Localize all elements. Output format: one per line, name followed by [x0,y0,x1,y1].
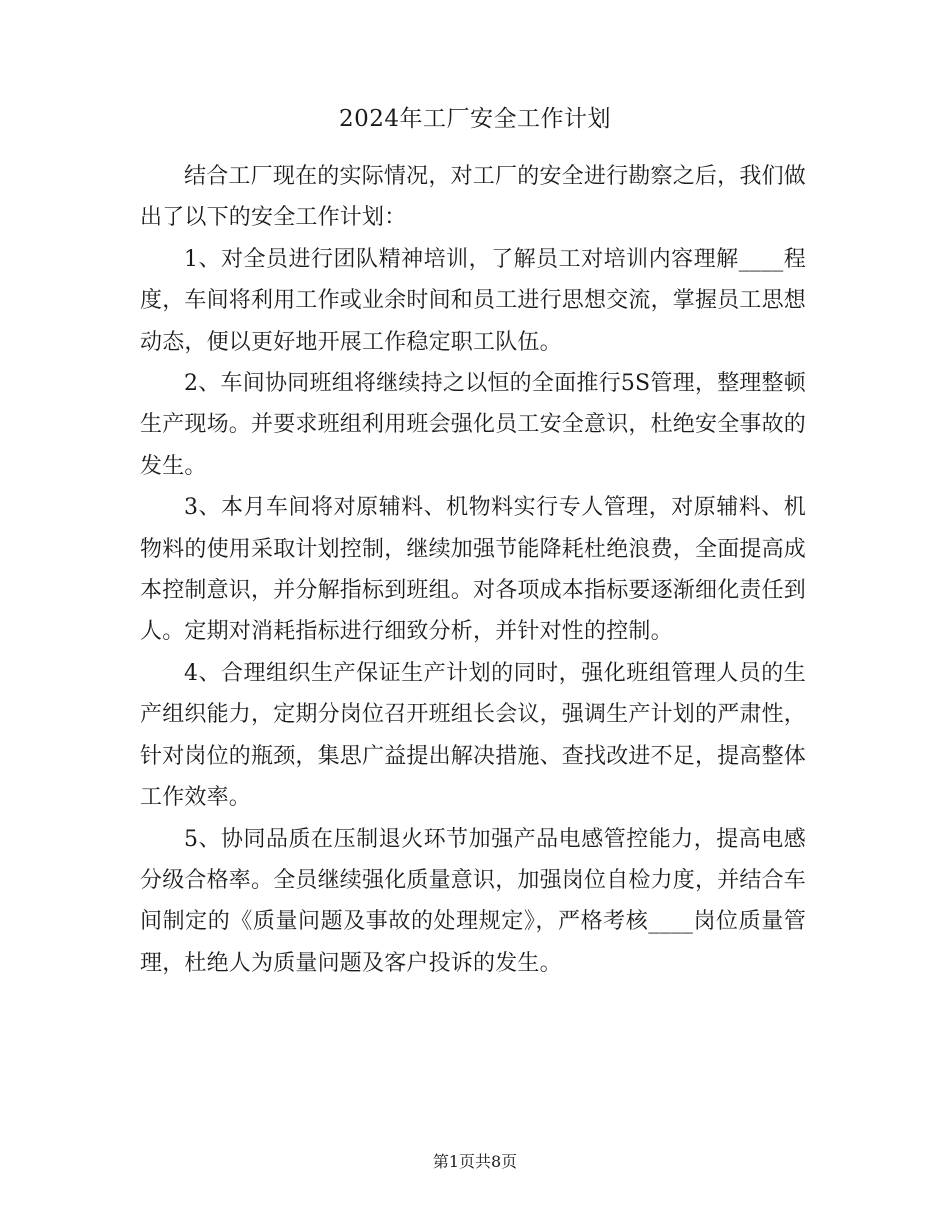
item-1-paragraph: 1、对全员进行团队精神培训，了解员工对培训内容理解____程度，车间将利用工作或业余时间和员工进行思想交流，掌握员工思想动态，便以更好地开展工作稳定职工队伍。 [140,246,807,355]
item-5-paragraph: 5、协同品质在压制退火环节加强产品电感管控能力，提高电感分级合格率。全员继续强化质量意识，加强岗位自检力度，并结合车间制定的《质量问题及事故的处理规定》，严格考核____岗位质量管理，杜绝人为质量问题及客户投诉的发生。 [140,826,807,976]
item-2-paragraph: 2、车间协同班组将继续持之以恒的全面推行5S管理，整理整顿生产现场。并要求班组利用班会强化员工安全意识，杜绝安全事故的发生。 [140,371,807,479]
document-title: 2024年工厂安全工作计划 [338,106,612,132]
item-4-paragraph: 4、合理组织生产保证生产计划的同时，强化班组管理人员的生产组织能力，定期分岗位召开班组长会议，强调生产计划的严肃性，针对岗位的瓶颈，集思广益提出解决措施、查找改进不足，提高整体工作效率。 [140,660,807,811]
intro-paragraph: 结合工厂现在的实际情况，对工厂的安全进行勘察之后，我们做出了以下的安全工作计划： [140,164,806,231]
document-body [140,156,806,984]
page-number-footer: 第1页共8页 [432,1152,518,1171]
item-3-paragraph: 3、本月车间将对原辅料、机物料实行专人管理，对原辅料、机物料的使用采取计划控制，继续加强节能降耗杜绝浪费，全面提高成本控制意识，并分解指标到班组。对各项成本指标要逐渐细化责任到人。定期对消耗指标进行细致分析，并针对性的控制。 [140,495,807,645]
